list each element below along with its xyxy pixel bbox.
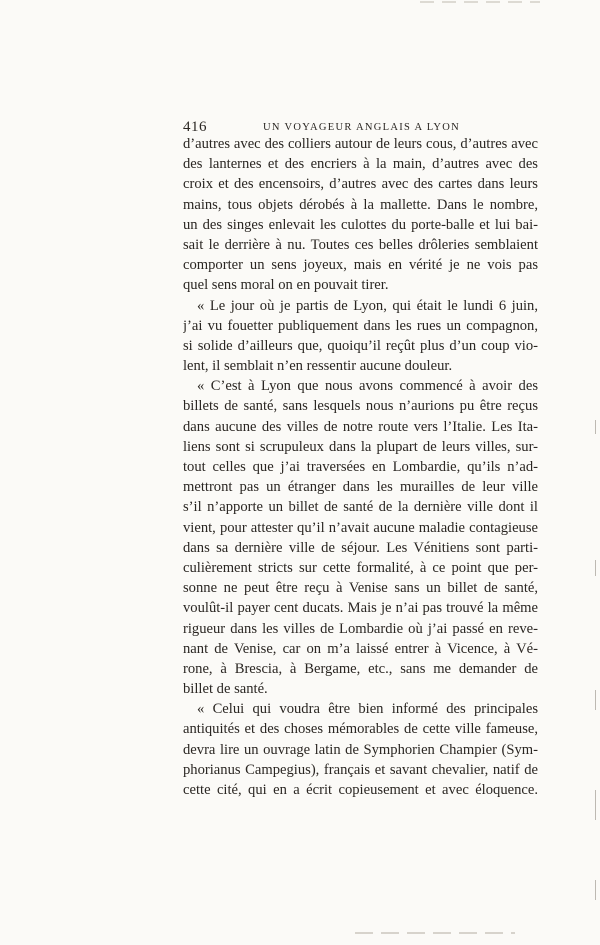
text-line: j’ai vu fouetter publiquement dans les rues un compagnon,: [183, 317, 538, 334]
top-edge-artifact: [420, 1, 540, 3]
edge-mark: [595, 420, 596, 434]
text-line: des lanternes et des encriers à la main, d’autres avec des: [183, 156, 538, 173]
text-line: lent, il semblait n’en ressentir aucune douleur.: [183, 358, 453, 375]
text-line: billet de santé.: [183, 681, 268, 698]
text-line: sait le derrière à nu. Toutes ces belles drôleries semblaient: [183, 236, 538, 253]
text-line: tout celles que j’ai traversées en Lombardie, qu’ils n’ad-: [183, 459, 538, 475]
text-lines: [183, 134, 538, 800]
text-line: antiquités et des choses mémorables de cette ville fameuse,: [183, 721, 538, 738]
text-line: liens sont si scrupuleux dans la plupart de leurs villes, sur-: [183, 438, 538, 455]
text-line: d’autres avec des colliers autour de leurs cous, d’autres avec: [183, 136, 538, 152]
edge-mark: [595, 880, 596, 900]
text-line: « C’est à Lyon que nous avons commencé à avoir des: [197, 378, 538, 395]
edge-mark: [595, 560, 596, 576]
text-line: « Celui qui voudra être bien informé des principales: [197, 701, 538, 718]
text-line: si solide d’ailleurs que, quoiqu’il reçût plus d’un coup vio-: [183, 337, 538, 354]
text-line: s’il n’apporte un billet de santé de la dernière ville dont il: [183, 499, 538, 516]
bottom-edge-artifact: [355, 932, 515, 934]
text-line: rigueur dans les villes de Lombardie où j’ai passé en reve-: [183, 620, 538, 637]
text-line: billets de santé, sans lesquels nous n’aurions pu être reçus: [183, 398, 538, 415]
text-line: dans aucune des villes de notre route vers l’Italie. Les Ita-: [183, 418, 538, 435]
text-line: phorianus Campegius), français et savant chevalier, natif de: [183, 761, 538, 778]
text-line: comporter un sens joyeux, mais en vérité je ne vois pas: [183, 257, 538, 274]
text-line: quel sens moral on en pouvait tirer.: [183, 277, 389, 294]
text-line: mains, tous objets dérobés à la mallette. Dans le nombre,: [183, 196, 538, 213]
edge-mark: [595, 690, 596, 710]
text-line: vient, pour attester qu’il n’avait aucune maladie contagieuse: [183, 519, 538, 536]
edge-mark: [595, 790, 596, 820]
text-line: devra lire un ouvrage latin de Symphorien Champier (Sym-: [183, 741, 538, 758]
text-line: rone, à Brescia, à Bergame, etc., sans me demander de: [183, 660, 538, 677]
text-line: sonne ne peut être reçu à Venise sans un billet de santé,: [183, 580, 538, 597]
text-line: dans sa dernière ville de séjour. Les Vénitiens sont parti-: [183, 539, 538, 556]
text-line: croix et des encensoirs, d’autres avec des cartes dans leurs: [183, 176, 538, 193]
page-number: 416: [183, 119, 207, 135]
text-line: cette cité, qui en a écrit copieusement et avec éloquence.: [183, 782, 538, 798]
text-line: mettront pas un étranger dans les murailles de leur ville: [183, 479, 538, 496]
text-line: « Le jour où je partis de Lyon, qui était le lundi 6 juin,: [197, 297, 538, 314]
text-line: culièrement stricts sur cette formalité, à ce point que per-: [183, 559, 538, 576]
body-text: [183, 134, 538, 800]
running-title: UN VOYAGEUR ANGLAIS A LYON: [263, 122, 461, 133]
text-line: nant de Venise, car on m’a laissé entrer à Vicence, à Vé-: [183, 640, 538, 657]
text-line: un des singes enlevait les culottes du porte-balle et lui bai-: [183, 216, 538, 233]
text-line: voulût-il payer cent ducats. Mais je n’ai pas trouvé la même: [183, 600, 538, 617]
